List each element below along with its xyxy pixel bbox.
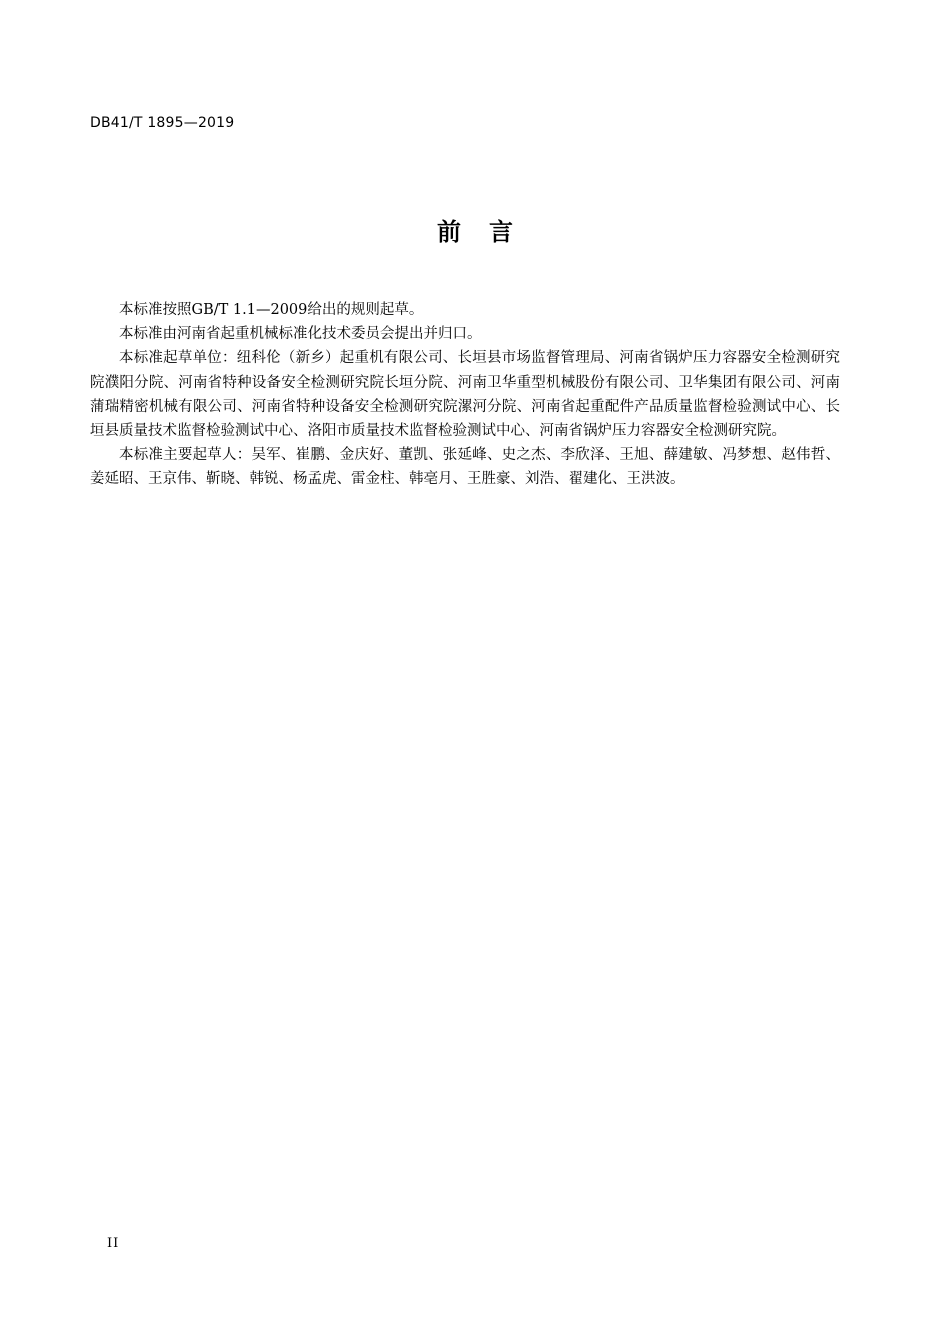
paragraph-proposer: 本标准由河南省起重机械标准化技术委员会提出并归口。 — [119, 326, 482, 343]
document-code: DB41/T 1895—2019 — [90, 115, 235, 131]
page-title: 前言 — [437, 218, 541, 246]
page-number: II — [107, 1236, 120, 1251]
paragraph-drafters: 本标准主要起草人：吴军、崔鹏、金庆好、董凯、张延峰、史之杰、李欣泽、王旭、薛建敏、冯梦想、赵伟哲、姜延昭、王京伟、靳晓、韩锐、杨孟虎、雷金柱、韩亳月、王胜豪、刘浩、翟建化、王洪波。 — [90, 447, 840, 488]
paragraph-drafting-rules: 本标准按照GB/T 1.1—2009给出的规则起草。 — [119, 302, 424, 318]
foreword-body — [90, 298, 840, 492]
paragraph-drafting-units: 本标准起草单位：纽科伦（新乡）起重机有限公司、长垣县市场监督管理局、河南省锅炉压力容器安全检测研究院濮阳分院、河南省特种设备安全检测研究院长垣分院、河南卫华重型机械股份有限公司、卫华集团有限公司、河南蒲瑞精密机械有限公司、河南省特种设备安全检测研究院漯河分院、河南省起重配件产品质量监督检验测试中心、长垣县质量技术监督检验测试中心、洛阳市质量技术监督检验测试中心、河南省锅炉压力容器安全检测研究院。 — [90, 350, 840, 440]
